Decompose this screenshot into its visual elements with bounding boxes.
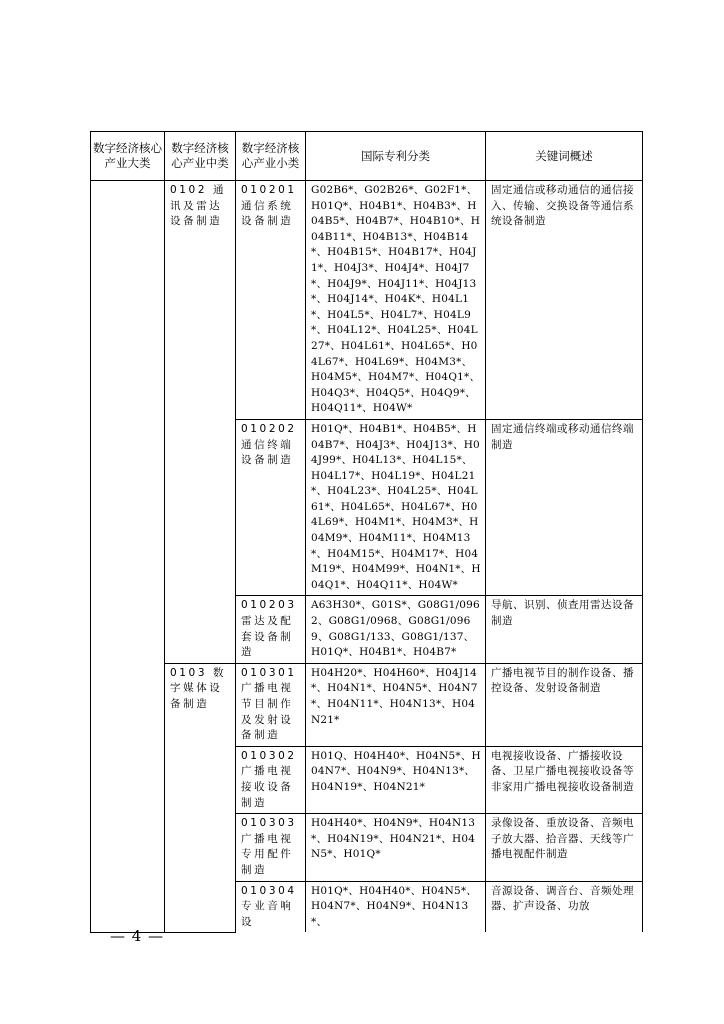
sub-category-cell: 010303 广播电视专用配件制造	[236, 814, 306, 881]
ipc-cell: G02B6*、G02B26*、G02F1*、H01Q*、H04B1*、H04B3*、H04B5*、H04B7*、H04B10*、H04B11*、H04B13*、H04B14*、H04B15*、H04B17*、H04J1*、H04J3*、H04J4*、H04J7*、H04J9*、H04J11*、H04J13*、H04J14*、H04K*、H04L1*、H04L5*、H04L7*、H04L9*、H04L12*、H04L25*、H04L27*、H04L61*、H04L65*、H04L67*、H04L69*、H04M3*、H04M5*、H04M7*、H04Q1*、H04Q3*、H04Q5*、H04Q9*、H04Q11*、H04W*	[306, 181, 486, 420]
header-middle-category: 数字经济核心产业中类	[165, 132, 236, 181]
keywords-cell: 电视接收设备、广播接收设备、卫星广播电视接收设备等非家用广播电视接收设备制造	[486, 746, 643, 813]
ipc-cell: H04H40*、H04N9*、H04N13*、H04N19*、H04N21*、H04N5*、H01Q*	[306, 814, 486, 881]
keywords-cell: 固定通信终端或移动通信终端制造	[486, 419, 643, 596]
header-sub-category: 数字经济核心产业小类	[236, 132, 306, 181]
ipc-cell: H04H20*、H04H60*、H04J14*、H04N1*、H04N5*、H04N7*、H04N11*、H04N13*、H04N21*	[306, 663, 486, 746]
middle-category-cell: 0102 通讯及雷达设备制造	[165, 181, 236, 664]
ipc-cell: H01Q、H04H40*、H04N5*、H04N7*、H04N9*、H04N13*、H04N19*、H04N21*	[306, 746, 486, 813]
sub-category-cell: 010301 广播电视节目制作及发射设备制造	[236, 663, 306, 746]
table-row	[91, 181, 643, 420]
keywords-cell: 录像设备、重放设备、音频电子放大器、拾音器、天线等广播电视配件制造	[486, 814, 643, 881]
major-category-cell	[91, 181, 165, 933]
header-keywords: 关键词概述	[486, 132, 643, 181]
middle-category-cell: 0103 数字媒体设备制造	[165, 663, 236, 932]
keywords-cell: 广播电视节目的制作设备、播控设备、发射设备制造	[486, 663, 643, 746]
sub-category-cell: 010201 通信系统设备制造	[236, 181, 306, 420]
ipc-cell: H01Q*、H04H40*、H04N5*、H04N7*、H04N9*、H04N13*、	[306, 881, 486, 932]
header-major-category: 数字经济核心产业大类	[91, 132, 165, 181]
sub-category-cell: 010203 雷达及配套设备制造	[236, 596, 306, 663]
classification-table	[90, 131, 643, 933]
keywords-cell: 固定通信或移动通信的通信接入、传输、交换设备等通信系统设备制造	[486, 181, 643, 420]
page-number: — 4 —	[110, 927, 165, 945]
ipc-cell: H01Q*、H04B1*、H04B5*、H04B7*、H04J3*、H04J13*、H04J99*、H04L13*、H04L15*、H04L17*、H04L19*、H04L21*、H04L23*、H04L25*、H04L61*、H04L65*、H04L67*、H04L69*、H04M1*、H04M3*、H04M9*、H04M11*、H04M13*、H04M15*、H04M17*、H04M19*、H04M99*、H04N1*、H04Q1*、H04Q11*、H04W*	[306, 419, 486, 596]
sub-category-cell: 010302 广播电视接收设备制造	[236, 746, 306, 813]
table-row	[91, 663, 643, 746]
keywords-cell: 音源设备、调音台、音频处理器、扩声设备、功放	[486, 881, 643, 932]
ipc-cell: A63H30*、G01S*、G08G1/0962、G08G1/0968、G08G1/0969、G08G1/133、G08G1/137、H01Q*、H04B1*、H04B7*	[306, 596, 486, 663]
sub-category-cell: 010202 通信终端设备制造	[236, 419, 306, 596]
header-ipc: 国际专利分类	[306, 132, 486, 181]
sub-category-cell: 010304 专业音响设	[236, 881, 306, 932]
keywords-cell: 导航、识别、侦查用雷达设备制造	[486, 596, 643, 663]
table-header-row	[91, 132, 643, 181]
